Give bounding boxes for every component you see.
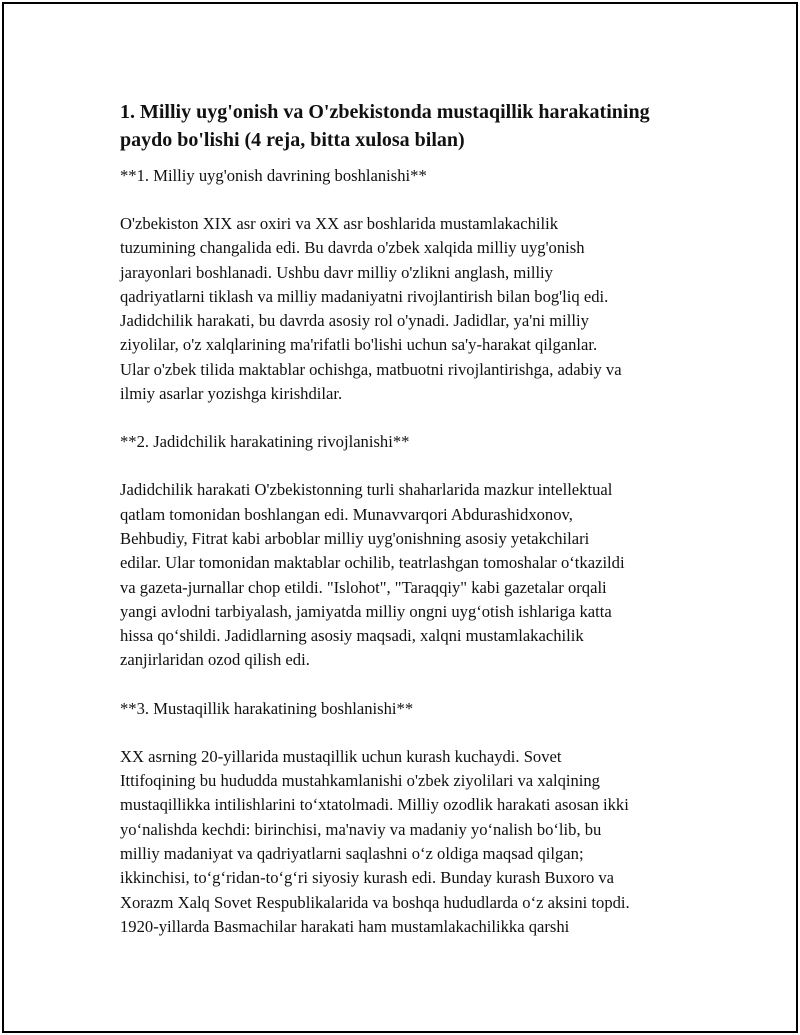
paragraph-line: mustaqillikka intilishlarini to‘xtatolmadi. Milliy ozodlik harakati asosan ikki xyxy=(120,795,629,815)
paragraph-line: ilmiy asarlar yozishga kirishdilar. xyxy=(120,384,343,404)
section-paragraph xyxy=(120,745,700,939)
document-title xyxy=(120,98,700,154)
title-line: 1. Milliy uyg'onish va O'zbekistonda mustaqillik harakatining xyxy=(120,101,650,123)
paragraph-line: O'zbekiston XIX asr oxiri va XX asr boshlarida mustamlakachilik xyxy=(120,214,559,233)
paragraph-line: Ular o'zbek tilida maktablar ochishga, matbuotni rivojlantirishga, adabiy va xyxy=(120,359,622,379)
paragraph-line: XX asrning 20-yillarida mustaqillik uchun kurash kuchaydi. Sovet xyxy=(120,746,562,766)
paragraph-line: Behbudiy, Fitrat kabi arboblar milliy uyg'onishning asosiy yetakchilari xyxy=(120,528,590,548)
paragraph-line: Jadidchilik harakati O'zbekistonning turli shaharlarida mazkur intellektual xyxy=(120,480,613,500)
paragraph-line: edilar. Ular tomonidan maktablar ochilib, teatrlashgan tomoshalar o‘tkazildi xyxy=(120,553,625,573)
paragraph-line: Ittifoqining bu hududda mustahkamlanishi o'zbek ziyolilari va xalqining xyxy=(120,771,600,791)
paragraph-line: ziyolilar, o'z xalqlarining ma'rifatli bo'lishi uchun sa'y-harakat qilganlar. xyxy=(120,335,598,355)
section-paragraph xyxy=(120,212,700,406)
paragraph-line: yangi avlodni tarbiyalash, jamiyatda milliy ongni uyg‘otish ishlariga katta xyxy=(120,601,612,621)
paragraph-line: Xorazm Xalq Sovet Respublikalarida va boshqa hududlarda o‘z aksini topdi. xyxy=(120,892,630,912)
paragraph-line: va gazeta-jurnallar chop etildi. "Islohot", "Taraqqiy" kabi gazetalar orqali xyxy=(120,577,607,597)
paragraph-line: qatlam tomonidan boshlangan edi. Munavvarqori Abdurashidxonov, xyxy=(120,504,573,524)
paragraph-line: yo‘nalishda kechdi: birinchisi, ma'naviy va madaniy yo‘nalish bo‘lib, bu xyxy=(120,819,602,839)
section-1 xyxy=(120,164,700,406)
paragraph-line: hissa qo‘shildi. Jadidlarning asosiy maqsadi, xalqni mustamlakachilik xyxy=(120,626,584,646)
paragraph-line: tuzumining changalida edi. Bu davrda o'zbek xalqida milliy uyg'onish xyxy=(120,238,585,258)
paragraph-line: Jadidchilik harakati, bu davrda asosiy rol o'ynadi. Jadidlar, ya'ni milliy xyxy=(120,311,589,331)
paragraph-line: qadriyatlarni tiklash va milliy madaniyatni rivojlantirish bilan bog'liq edi. xyxy=(120,286,609,306)
section-heading: **1. Milliy uyg'onish davrining boshlanishi** xyxy=(120,166,427,185)
paragraph-line: ikkinchisi, to‘g‘ridan-to‘g‘ri siyosiy kurash edi. Bunday kurash Buxoro va xyxy=(120,868,615,888)
paragraph-line: 1920-yillarda Basmachilar harakati ham mustamlakachilikka qarshi xyxy=(120,916,570,936)
section-heading: **3. Mustaqillik harakatining boshlanishi** xyxy=(120,698,414,718)
section-2 xyxy=(120,430,700,672)
section-3 xyxy=(120,697,700,939)
page-frame xyxy=(2,2,798,1033)
paragraph-line: zanjirlaridan ozod qilish edi. xyxy=(120,650,310,670)
title-line: paydo bo'lishi (4 reja, bitta xulosa bilan) xyxy=(120,129,465,151)
document-body xyxy=(120,98,700,963)
section-heading: **2. Jadidchilik harakatining rivojlanishi** xyxy=(120,432,410,452)
paragraph-line: jarayonlari boshlanadi. Ushbu davr milliy o'zlikni anglash, milliy xyxy=(120,262,553,282)
section-paragraph xyxy=(120,478,700,672)
paragraph-line: milliy madaniyat va qadriyatlarni saqlashni o‘z oldiga maqsad qilgan; xyxy=(120,843,584,863)
